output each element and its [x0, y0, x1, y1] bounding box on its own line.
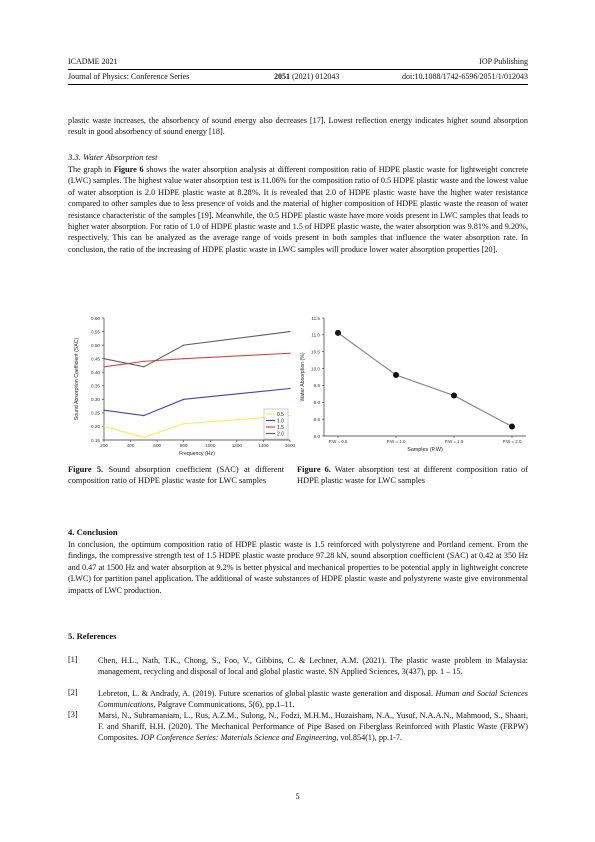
ref-2-body: Lebreton, L. & Andrady, A. (2019). Future scenarios of global plastic waste generation and disposal. [98, 689, 436, 698]
series-line-0-5 [104, 416, 290, 438]
ref-3-tail: , vol.854(1), pp.1-7. [336, 733, 403, 742]
data-point-1-0 [289, 388, 290, 389]
figure-6-chart [298, 312, 530, 460]
y-tick-label: 9.5 [313, 383, 320, 389]
data-point-1-0 [103, 410, 104, 411]
conclusion-paragraph: In conclusion, the optimum composition ratio of HDPE plastic waste is 1.5 reinforced with polystyrene and Portland cement. From the findings, the compressive strength test of 1.5 HDPE plastic waste produce 97.28 kN, sound absorption coefficient (SAC) at 0.42 at 350 Hz and 0.47 at 1500 Hz and water absorption at 9.2% is better physical and mechanical properties to be potential apply in lightweight concrete (LWC) for partition panel application. The additional of waste substances of HDPE plastic waste and polystyrene waste give environmental impacts of LWC production. [68, 540, 528, 595]
legend-label: 1.0 [277, 418, 284, 425]
y-tick-label: 11.5 [311, 315, 320, 321]
data-point-1 [335, 330, 341, 336]
y-tick-label: 11.0 [311, 332, 320, 338]
data-point-1-5 [183, 358, 184, 359]
ref-1-number: [1] [68, 655, 78, 664]
figure-5-chart [68, 312, 296, 460]
ref-3-number: [3] [68, 710, 78, 719]
para-start: The graph in [68, 165, 114, 174]
x-axis-label: Frequency (Hz) [179, 451, 215, 457]
x-tick-label: P.W = 2.0 [502, 439, 522, 444]
para-rest: shows the water absorption analysis at different composition ratio of HDPE plastic waste for lightweight concrete (LWC) samples. The highest value water absorption test is 11.06% for the composition ratio of 0.5 HDPE plastic waste and the lowest value of water absorption is 2.0 HDPE plastic waste at 8.28%. It is revealed that 2.0 of HDPE plastic waste have the higher water resistance compared to other samples due to less presence of voids and the material of higher composition of HDPE plastic waste the reason of water resistance characteristic of the samples [19]. Meanwhile, the 0.5 HDPE plastic waste have more voids present in LWC samples that leads to higher water absorption. For ratio of 1.0 of HDPE plastic waste and 1.5 of HDPE plastic waste, the water absorption was 9.81% and 9.20%, respectively. This can be analyzed as the average range of voids present in both samples that influence the water absorption rate. In conclusion, the ratio of the increasing of HDPE plastic waste in LWC samples will produce lower water absorption properties [20]. [68, 165, 528, 254]
data-point-2-0 [103, 358, 104, 359]
figure-6-caption-text: Water absorption test at different composition ratio of HDPE plastic waste for LWC samples [297, 465, 528, 485]
y-axis-label: Water Absorption (%) [300, 352, 306, 402]
ref-2-tail: , Palgrave Communications, 5(6), pp.1–11. [153, 700, 295, 709]
y-tick-label: 0.35 [91, 383, 100, 389]
x-tick-label: 1600 [284, 443, 296, 448]
ref-3-text [98, 710, 528, 743]
y-tick-label: 0.30 [91, 397, 100, 403]
data-point-0-5 [143, 437, 144, 438]
x-tick-label: 1400 [258, 443, 269, 448]
data-point-2-0 [183, 345, 184, 346]
data-point-0-5 [183, 423, 184, 424]
figure-6-label: Figure 6. [297, 465, 331, 474]
conference-name: ICADME 2021 [68, 57, 118, 66]
y-tick-label: 0.40 [91, 370, 100, 376]
header-rule-top [68, 69, 528, 70]
y-tick-label: 0.55 [91, 329, 100, 335]
data-point-2 [393, 372, 399, 378]
section-4-title: 4. Conclusion [68, 527, 118, 537]
page-number: 5 [295, 792, 300, 801]
x-tick-label: 1000 [205, 443, 216, 448]
data-point-4 [509, 424, 515, 430]
x-tick-label: 1200 [231, 443, 242, 448]
ref-3-journal: IOP Conference Series: Materials Science and Engineering [140, 733, 337, 742]
section-3-3-paragraph [68, 164, 528, 255]
volume-number: 2051 [274, 72, 290, 81]
y-tick-label: 8.5 [313, 416, 320, 422]
data-point-1-5 [103, 366, 104, 367]
data-point-0-5 [103, 426, 104, 427]
data-point-2-0 [143, 366, 144, 367]
figure-5-caption [68, 464, 284, 486]
y-tick-label: 8.0 [313, 433, 320, 439]
x-tick-label: 400 [126, 443, 135, 448]
x-tick-label: 800 [179, 443, 188, 448]
data-point-3 [451, 393, 457, 399]
section-3-3-title: 3.3. Water Absorption test [68, 152, 158, 162]
y-tick-label: 0.25 [91, 410, 100, 416]
x-tick-label: P.W = 1.5 [444, 439, 464, 444]
figure-5-label: Figure 5. [68, 465, 104, 474]
data-point-1-0 [183, 399, 184, 400]
y-axis-label: Sound Absorption Coefficient (SAC) [74, 337, 80, 421]
series-line-1-0 [104, 388, 290, 415]
doi: doi:10.1088/1742-6596/2051/1/012043 [402, 72, 528, 81]
series-line-2-0 [104, 332, 290, 367]
publisher-name: IOP Publishing [479, 57, 528, 66]
y-tick-label: 0.15 [91, 437, 100, 443]
header-rule-bottom [68, 84, 528, 85]
x-tick-label: 200 [100, 443, 108, 448]
intro-paragraph: plastic waste increases, the absorbency of sound energy also decreases [17]. Lowest reflection energy indicates higher sound absorption result in good absorbency of sound energy [18]. [68, 116, 528, 137]
data-point-2-0 [289, 331, 290, 332]
y-tick-label: 9.0 [313, 400, 320, 406]
x-tick-label: P.W = 1.0 [386, 439, 406, 444]
x-tick-label: 600 [153, 443, 161, 448]
ref-2-text [98, 688, 528, 710]
y-tick-label: 10.5 [311, 349, 320, 355]
figure-5-caption-text: Sound absorption coefficient (SAC) at different composition ratio of HDPE plastic waste for LWC samples [68, 465, 284, 485]
y-tick-label: 0.45 [91, 356, 100, 362]
legend-label: 0.5 [277, 411, 284, 418]
section-5-title: 5. References [68, 631, 117, 641]
ref-2-number: [2] [68, 688, 78, 697]
ref-2-journal: Human and Social Sciences Communications [98, 689, 528, 709]
y-tick-label: 0.20 [91, 424, 100, 430]
ref-3-body: Marsi, N., Subramaniam, L., Rus, A.Z.M., Sulong, N., Fodzi, M.H.M., Huzaisham, N.A., Yusuf, N.A.A.N., Mahmood, S., Shaari, F. and Shariff, H.H. (2020). The Mechanical Performance of Pipe Based on Fiberglass Reinforced with Plastic Waste (FRPW) Composites. [98, 711, 528, 742]
y-tick-label: 0.60 [91, 315, 100, 321]
water-absorption-line [338, 333, 512, 427]
ref-1-text [98, 655, 528, 677]
year-page: (2021) 012043 [290, 72, 340, 81]
legend-label: 1.5 [277, 424, 284, 431]
x-tick-label: P.W = 0.5 [328, 439, 348, 444]
legend-label: 2.0 [277, 431, 284, 438]
data-point-0-5 [289, 415, 290, 416]
y-tick-label: 10.0 [311, 366, 320, 372]
x-axis-label: Samples (P.W) [407, 447, 443, 453]
figure-6-caption [297, 464, 528, 486]
volume-info [274, 72, 339, 82]
ref-1-body: Chen, H.L., Nath, T.K., Chong, S., Foo, V., Gibbins, C. & Lechner, A.M. (2021). The plastic waste problem in Malaysia: management, recycling and disposal of local and global plastic waste. SN Applied Sciences, 3(437), pp. 1 – 15. [98, 656, 528, 676]
y-tick-label: 0.50 [91, 342, 100, 348]
data-point-1-5 [143, 361, 144, 362]
data-point-1-0 [143, 415, 144, 416]
data-point-1-5 [289, 353, 290, 354]
figure-6-reference[interactable]: Figure 6 [113, 165, 144, 174]
journal-name: Journal of Physics: Conference Series [68, 72, 190, 81]
